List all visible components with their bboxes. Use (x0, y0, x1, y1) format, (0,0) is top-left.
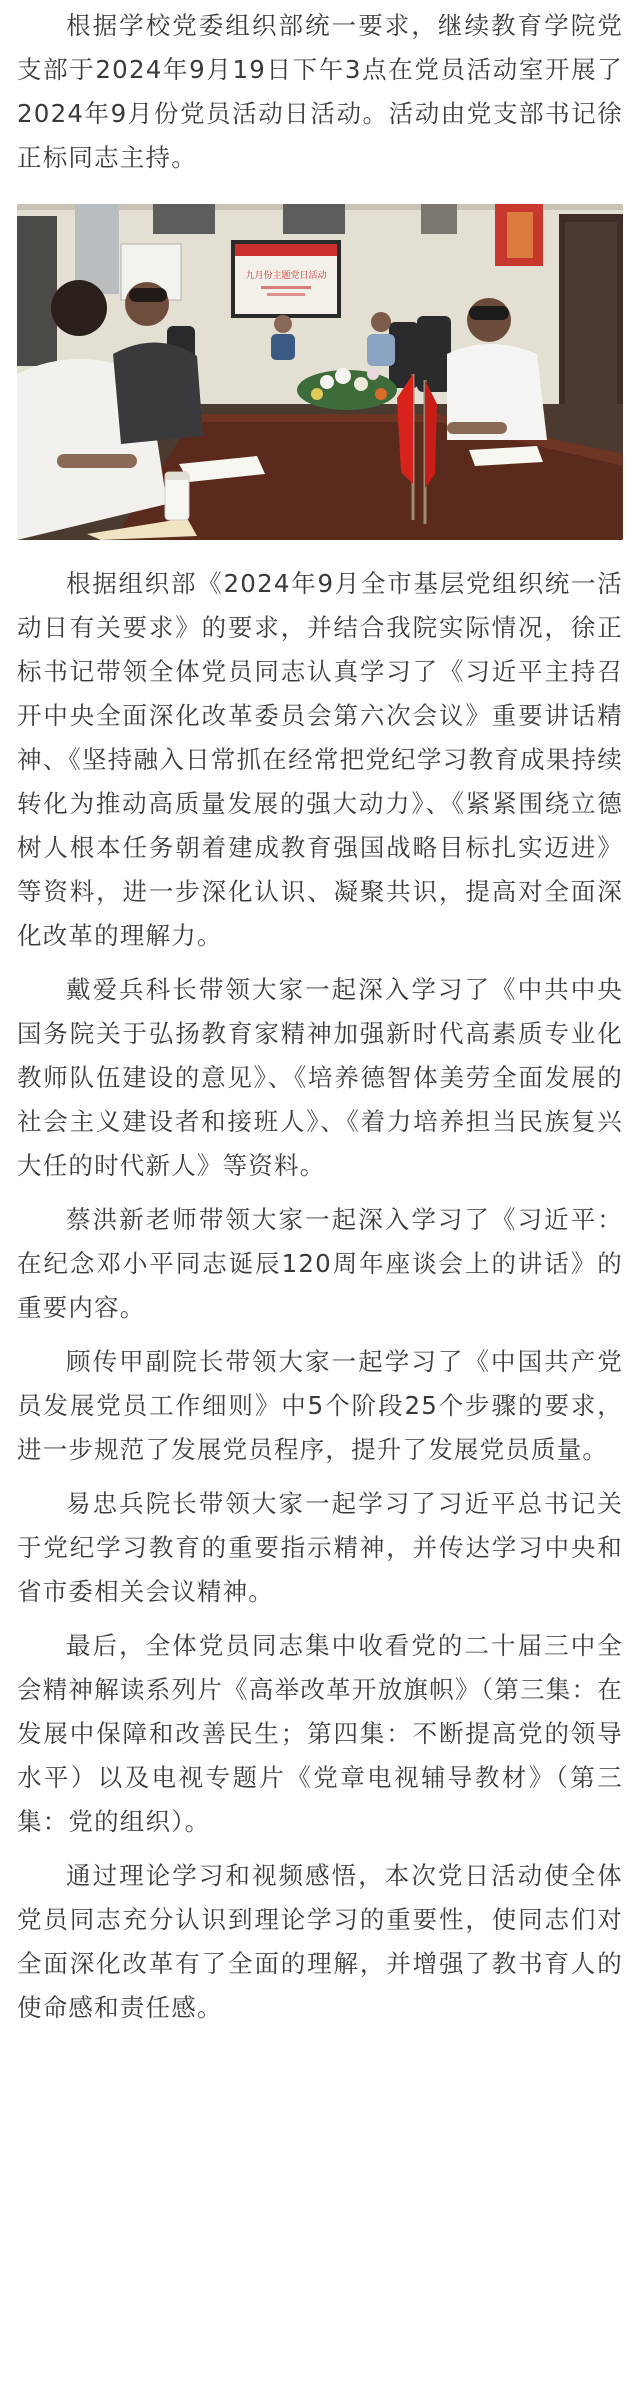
video-paragraph: 最后，全体党员同志集中收看党的二十届三中全会精神解读系列片《高举改革开放旗帜》（第三集：在发展中保障和改善民生；第四集：不断提高党的领导水平）以及电视专题片《党章电视辅导教材》（第三集：党的组织）。 (17, 1631, 623, 1836)
study-paragraph-4: 顾传甲副院长带领大家一起学习了《中国共产党员发展党员工作细则》中5个阶段25个步骤的要求，进一步规范了发展党员程序，提升了发展党员质量。 (17, 1347, 623, 1464)
conclusion-paragraph: 通过理论学习和视频感悟，本次党日活动使全体党员同志充分认识到理论学习的重要性，使同志们对全面深化改革有了全面的理解，并增强了教书育人的使命感和责任感。 (17, 1861, 623, 2022)
article (17, 0, 623, 2030)
study-paragraph-5: 易忠兵院长带领大家一起学习了习近平总书记关于党纪学习教育的重要指示精神，并传达学习中央和省市委相关会议精神。 (17, 1489, 623, 1606)
meeting-photo (17, 204, 623, 540)
study-paragraph-3: 蔡洪新老师带领大家一起深入学习了《习近平：在纪念邓小平同志诞辰120周年座谈会上的讲话》的重要内容。 (17, 1205, 623, 1322)
intro-paragraph: 根据学校党委组织部统一要求，继续教育学院党支部于2024年9月19日下午3点在党员活动室开展了2024年9月份党员活动日活动。活动由党支部书记徐正标同志主持。 (17, 11, 623, 172)
study-paragraph-1: 根据组织部《2024年9月全市基层党组织统一活动日有关要求》的要求，并结合我院实际情况，徐正标书记带领全体党员同志认真学习了《习近平主持召开中央全面深化改革委员会第六次会议》重要讲话精神、《坚持融入日常抓在经常把党纪学习教育成果持续转化为推动高质量发展的强大动力》、《紧紧围绕立德树人根本任务朝着建成教育强国战略目标扎实迈进》等资料，进一步深化认识、凝聚共识，提高对全面深化改革的理解力。 (17, 569, 623, 950)
screen-title: 九月份主题党日活动 (245, 271, 327, 281)
study-paragraph-2: 戴爱兵科长带领大家一起深入学习了《中共中央 国务院关于弘扬教育家精神加强新时代高素质专业化教师队伍建设的意见》、《培养德智体美劳全面发展的社会主义建设者和接班人》、《着力培养担当民族复兴大任的时代新人》等资料。 (17, 975, 623, 1180)
